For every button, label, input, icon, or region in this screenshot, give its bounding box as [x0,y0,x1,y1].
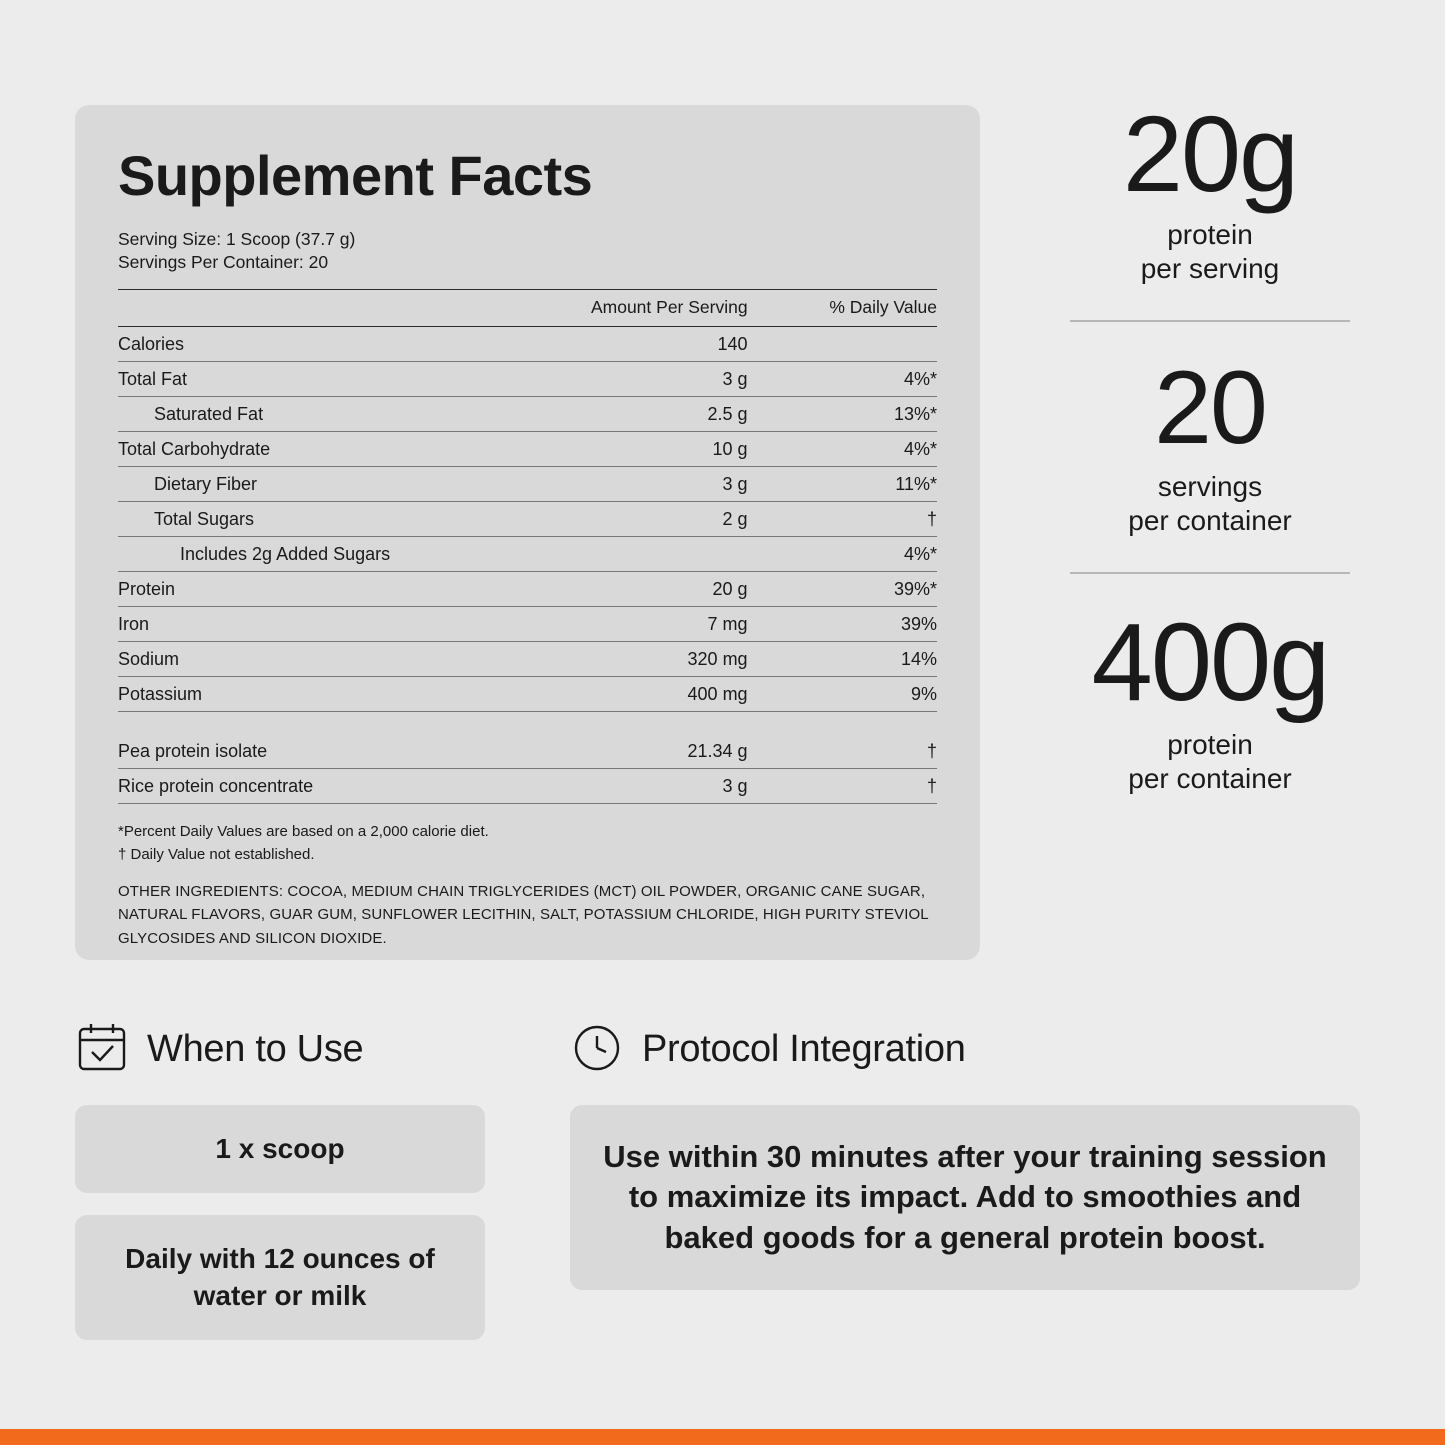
table-bottom-rule [118,803,937,807]
row-amount: 20 g [544,572,790,607]
header-amount: Amount Per Serving [544,290,790,327]
supplement-facts-panel [75,105,980,960]
other-ingredients: OTHER INGREDIENTS: COCOA, MEDIUM CHAIN TRIGLYCERIDES (MCT) OIL POWDER, ORGANIC CANE SUGAR, NATURAL FLAVORS, GUAR GUM, SUNFLOWER LECITHIN, SALT, POTASSIUM CHLORIDE, HIGH PURITY STEVIOL GLYCOSIDES AND SILICON DIOXIDE. [118,883,929,947]
row-label: Protein [118,572,544,607]
row-dv [790,327,937,362]
row-label: Includes 2g Added Sugars [118,537,544,572]
row-dv: 11%* [790,467,937,502]
calendar-check-icon [75,1020,129,1079]
row-amount: 3 g [544,467,790,502]
stats-column [1010,93,1410,796]
when-to-use-section [75,1020,485,1340]
accent-bar [0,1429,1445,1445]
table-header-row [118,290,937,327]
table-spacer [118,712,937,734]
row-amount: 2.5 g [544,397,790,432]
divider [1070,320,1350,322]
table-row [118,432,937,467]
row-amount: 3 g [544,768,790,803]
stat-label-line1: servings [1157,470,1263,502]
dose-chip-scoop: 1 x scoop [75,1105,485,1193]
row-label: Iron [118,607,544,642]
row-dv: † [926,740,937,761]
row-label: Pea protein isolate [118,740,268,761]
row-dv: 4%* [790,432,937,467]
table-row [118,677,937,712]
stat-value: 20g [1122,93,1298,214]
row-dv: 39%* [790,572,937,607]
page-title: Supplement Facts [118,144,593,207]
clock-icon [570,1020,624,1079]
row-dv: † [790,768,937,803]
row-label: Saturated Fat [118,397,544,432]
stat-protein-per-serving [1010,93,1410,286]
table-row [118,467,937,502]
table-row [118,572,937,607]
row-amount: 3 g [544,362,790,397]
row-dv: 14% [790,642,937,677]
table-row [118,362,937,397]
row-dv: † [790,502,937,537]
row-label: Calories [118,327,544,362]
row-dv: 4%* [790,537,937,572]
table-row [118,397,937,432]
table-row [118,768,937,803]
header-daily-value: % Daily Value [790,290,937,327]
row-amount: 140 [544,327,790,362]
row-label: Rice protein concentrate [118,768,544,803]
row-dv: 4%* [790,362,937,397]
servings-per-container: Servings Per Container: 20 [118,252,329,273]
table-row [118,327,937,362]
stat-label-line1: protein [1167,728,1253,760]
stat-label-line2: per container [1128,504,1292,536]
when-to-use-title: When to Use [147,1028,364,1070]
row-amount: 2 g [544,502,790,537]
nutrition-table [118,289,937,807]
stat-protein-per-container [1010,600,1410,796]
footnote-dagger: † Daily Value not established. [118,845,315,863]
row-amount: 7 mg [544,607,790,642]
row-label: Dietary Fiber [118,467,544,502]
row-label: Sodium [118,642,544,677]
table-row [118,734,937,769]
row-label: Total Fat [118,362,544,397]
row-dv: 9% [790,677,937,712]
stat-value: 400g [1091,600,1329,724]
row-amount: 21.34 g [687,740,748,761]
stat-value: 20 [1154,349,1266,466]
dose-chip-daily: Daily with 12 ounces of water or milk [75,1215,485,1340]
row-label: Total Carbohydrate [118,432,544,467]
table-row [118,607,937,642]
footnotes [118,821,937,866]
protocol-integration-section [570,1020,1360,1290]
header-blank [118,290,544,327]
row-amount: 400 mg [544,677,790,712]
footnote-daily-values: *Percent Daily Values are based on a 2,000 calorie diet. [118,823,489,841]
table-row [118,642,937,677]
row-amount [544,537,790,572]
stat-label-line2: per container [1128,762,1292,794]
stat-label-line2: per serving [1140,253,1280,285]
stat-servings-per-container [1010,349,1410,538]
protocol-text: Use within 30 minutes after your training session to maximize its impact. Add to smoothies and baked goods for a general protein boost. [570,1105,1360,1290]
row-amount: 320 mg [544,642,790,677]
row-dv: 13%* [790,397,937,432]
row-dv: 39% [790,607,937,642]
row-label: Total Sugars [118,502,544,537]
serving-size: Serving Size: 1 Scoop (37.7 g) [118,228,356,249]
table-row [118,537,937,572]
protocol-header [570,1020,1360,1079]
protocol-title: Protocol Integration [642,1028,966,1070]
table-row [118,502,937,537]
stat-label-line1: protein [1167,219,1253,250]
divider [1070,572,1350,574]
row-amount: 10 g [544,432,790,467]
row-label: Potassium [118,677,544,712]
when-to-use-header [75,1020,485,1079]
